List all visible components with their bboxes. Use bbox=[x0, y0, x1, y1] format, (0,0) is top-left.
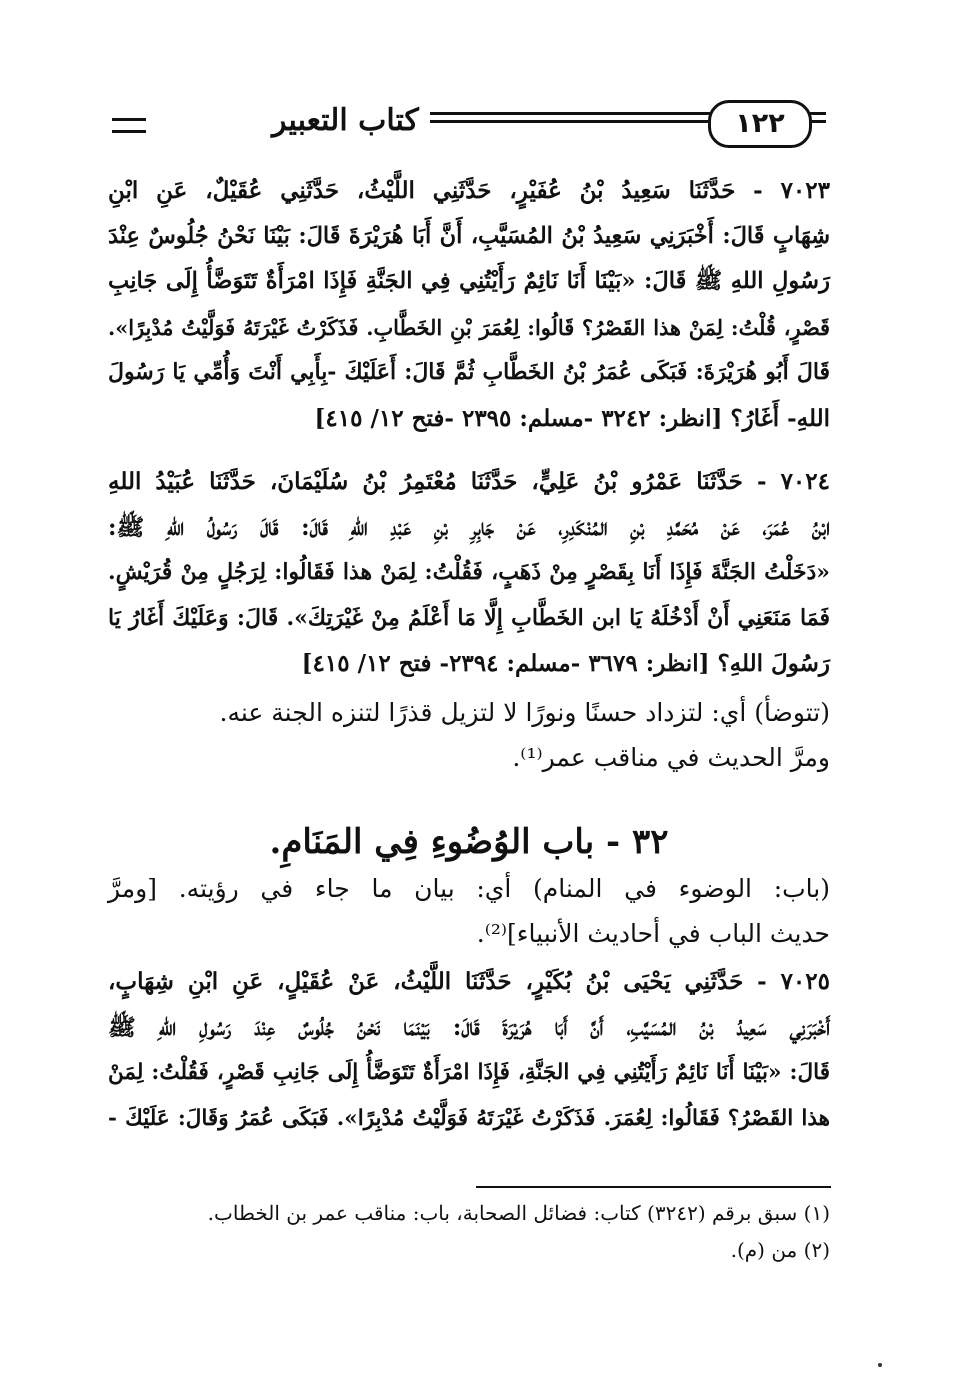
footnote-1: (١) سبق برقم (٣٢٤٢) كتاب: فضائل الصحابة، باب: مناقب عمر بن الخطاب. bbox=[207, 1201, 830, 1225]
page-header bbox=[112, 98, 824, 148]
page-number: ١٢٢ bbox=[708, 100, 812, 148]
text-line: ومرَّ الحديث في مناقب عمر⁽¹⁾. bbox=[512, 743, 830, 772]
text-line: ٧٠٢٥ - حَدَّثَنِي يَحْيَى بْنُ بُكَيْرٍ، حَدَّثَنَا اللَّيْثُ، عَنْ عُقَيْلٍ، عَنِ ابْنِ شِهَابٍ، bbox=[108, 968, 830, 995]
text-line: قَالَ أَبُو هُرَيْرَةَ: فَبَكَى عُمَرُ بْنُ الخَطَّابِ ثُمَّ قَالَ: أَعَلَيْكَ -بِأَبِي أَنْتَ وَأُمِّي يَا رَسُولَ bbox=[108, 359, 830, 385]
text-line: فَمَا مَنَعَنِي أَنْ أَدْخُلَهُ يَا ابن الخَطَّابِ إِلَّا مَا أَعْلَمُ مِنْ غَيْرَتِكَ». قَالَ: وَعَلَيْكَ أَغَارُ يَا bbox=[108, 604, 830, 631]
page-speck bbox=[878, 1363, 882, 1367]
text-line: «دَخَلْتُ الجَنَّةَ فَإِذَا أَنَا بِقَصْرٍ مِنْ ذَهَبٍ، فَقُلْتُ: لِمَنْ هذا فَقَالُوا: لِرَجُلٍ مِنْ قُرَيْشٍ. bbox=[108, 559, 830, 585]
text-line: (تتوضأ) أي: لتزداد حسنًا ونورًا لا لتزيل قذرًا لتنزه الجنة عنه. bbox=[219, 698, 830, 727]
book-title: كتاب التعبير bbox=[272, 103, 419, 138]
footnote-2: (٢) من (م). bbox=[730, 1238, 830, 1262]
commentary-tatawadda bbox=[108, 690, 830, 780]
text-line: أَخْبَرَنِي سَعِيدُ بْنُ المُسَيَّبِ، أَنَّ أَبَا هُرَيْرَةَ قَالَ: بَيْنَمَا نَحْنُ جُلُوسٌ عِنْدَ رَسُولِ اللهِ ﷺ bbox=[108, 1013, 830, 1041]
footnote-divider bbox=[476, 1186, 831, 1188]
footnotes bbox=[108, 1195, 830, 1269]
text-line: رَسُولِ اللهِ ﷺ قَالَ: «بَيْنَا أَنَا نَائِمٌ رَأَيْتُنِي فِي الجَنَّةِ فَإِذَا امْرَأَةٌ تَتَوَضَّأُ إِلَى جَانِبِ bbox=[108, 268, 830, 294]
hadith-7023 bbox=[108, 168, 830, 441]
text-line: قَالَ: «بَيْنَا أَنَا نَائِمٌ رَأَيْتُنِي فِي الجَنَّةِ، فَإِذَا امْرَأَةٌ تَتَوَضَّأُ إِلَى جَانِبِ قَصْرٍ، فَقُلْتُ: لِمَنْ bbox=[108, 1060, 830, 1085]
text-line: حديث الباب في أحاديث الأنبياء]⁽²⁾. bbox=[476, 919, 830, 948]
hadith-7025 bbox=[108, 959, 830, 1141]
text-line: هذا القَصْرُ؟ فَقَالُوا: لِعُمَرَ. فَذَكَرْتُ غَيْرَتَهُ فَوَلَّيْتُ مُدْبِرًا». فَبَكَى عُمَرُ وَقَالَ: عَلَيْكَ - bbox=[108, 1105, 830, 1131]
text-line: قَصْرٍ، قُلْتُ: لِمَنْ هذا القَصْرُ؟ قَالُوا: لِعُمَرَ بْنِ الخَطَّابِ. فَذَكَرْتُ غَيْرَتَهُ فَوَلَّيْتُ مُدْبِرًا». bbox=[108, 314, 830, 340]
text-line: رَسُولَ اللهِ؟ [انظر: ٣٦٧٩ -مسلم: ٢٣٩٤- فتح ١٢/ ٤١٥] bbox=[301, 650, 830, 677]
commentary-chapter bbox=[108, 866, 830, 956]
text-line: ٧٠٢٣ - حَدَّثَنَا سَعِيدُ بْنُ عُفَيْرٍ، حَدَّثَنِي اللَّيْثُ، حَدَّثَنِي عُقَيْلٌ، عَنِ ابْنِ bbox=[108, 177, 830, 204]
text-line: ٧٠٢٤ - حَدَّثَنَا عَمْرُو بْنُ عَلِيٍّ، حَدَّثَنَا مُعْتَمِرُ بْنُ سُلَيْمَانَ، حَدَّثَنَا عُبَيْدُ اللهِ bbox=[108, 468, 830, 495]
text-line: ابْنُ عُمَرَ، عَنْ مُحَمَّدِ بْنِ المُنْكَدِرِ، عَنْ جَابِرِ بْنِ عَبْدِ اللهِ قَالَ: قَالَ رَسُولُ اللهِ ﷺ: bbox=[108, 513, 830, 541]
chapter-heading: ٣٢ - باب الوُضُوءِ فِي المَنَامِ. bbox=[269, 822, 669, 862]
text-line: (باب: الوضوء في المنام) أي: بيان ما جاء في رؤيته. [ومرَّ bbox=[108, 874, 831, 903]
header-ornament bbox=[112, 118, 146, 133]
text-line: شِهَابٍ قَالَ: أَخْبَرَنِي سَعِيدُ بْنُ المُسَيَّبِ، أَنَّ أَبَا هُرَيْرَةَ قَالَ: بَيْنَا نَحْنُ جُلُوسٌ عِنْدَ bbox=[108, 222, 830, 249]
hadith-7024 bbox=[108, 459, 830, 687]
text-line: اللهِ- أَغَارُ؟ [انظر: ٣٢٤٢ -مسلم: ٢٣٩٥ -فتح ١٢/ ٤١٥] bbox=[314, 404, 830, 432]
